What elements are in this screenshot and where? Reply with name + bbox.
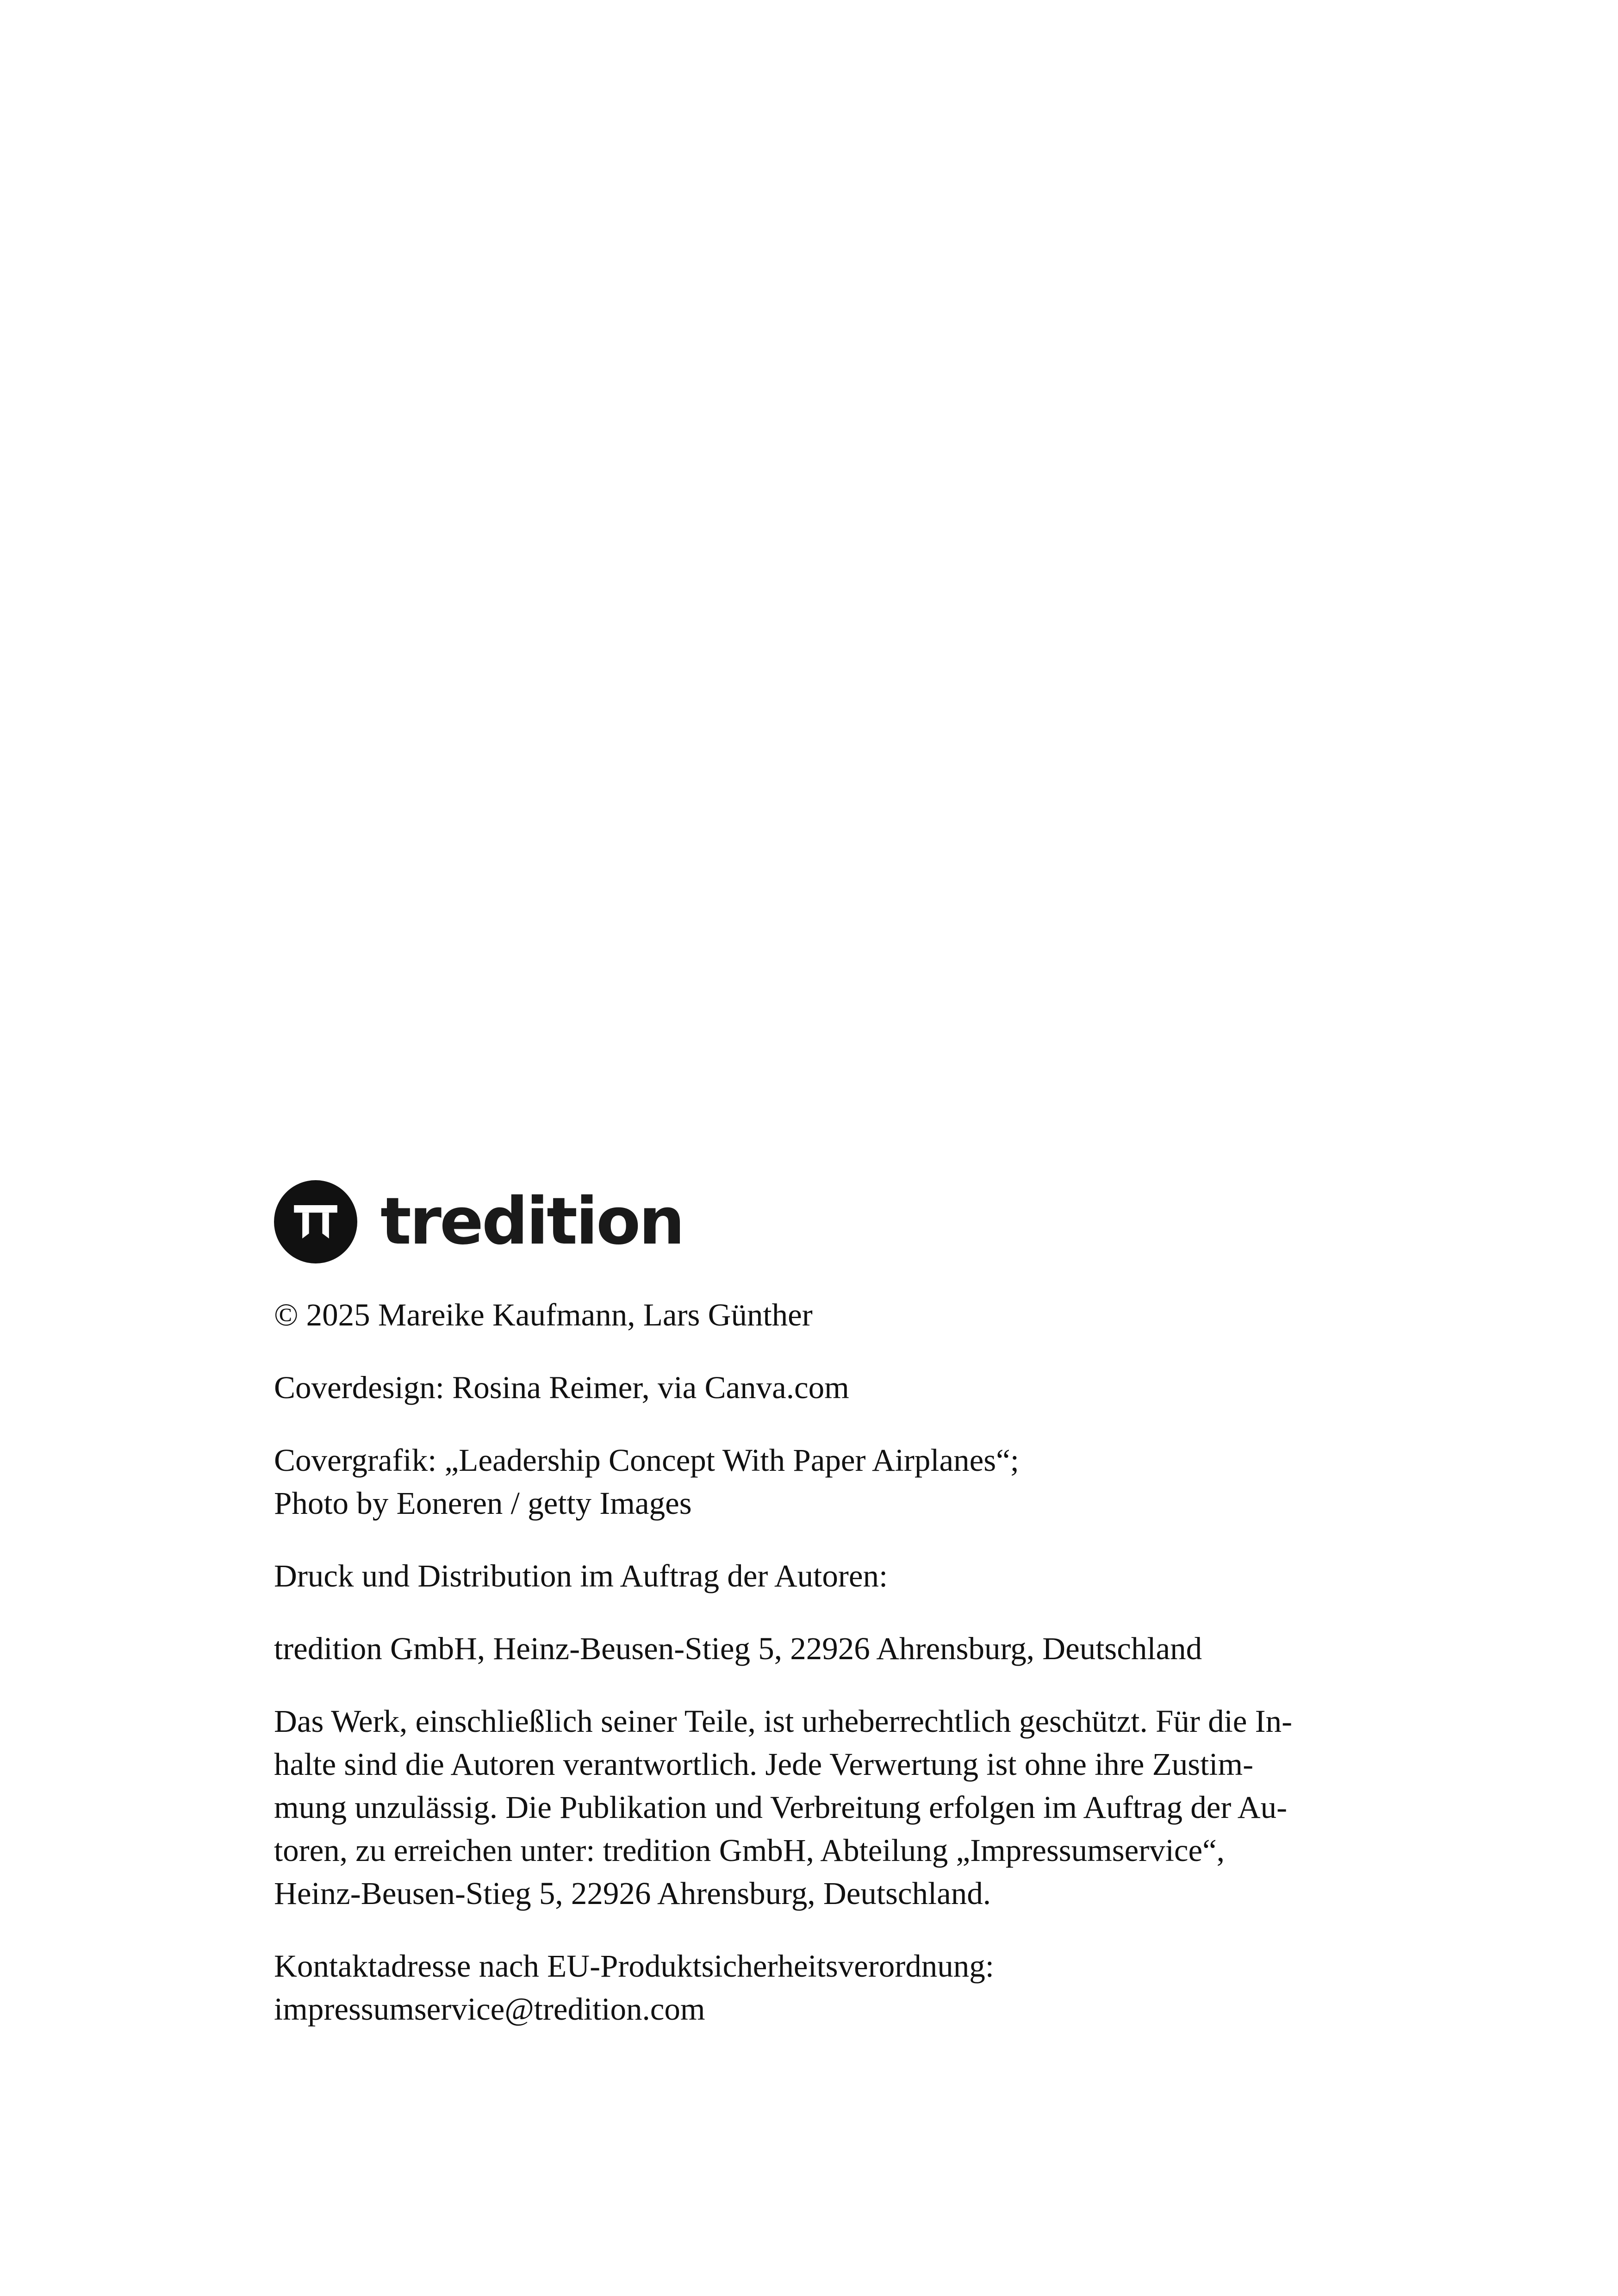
contact-address xyxy=(274,1945,1394,2031)
legal-notice-line: mung unzulässig. Die Publikation und Verbreitung erfolgen im Auftrag der Au- xyxy=(274,1790,1288,1825)
legal-notice xyxy=(274,1700,1394,1915)
legal-notice-line: Das Werk, einschließlich seiner Teile, ist urheberrechtlich geschützt. Für die In- xyxy=(274,1704,1293,1739)
contact-label: Kontaktadresse nach EU-Produktsicherheitsverordnung: xyxy=(274,1948,994,1984)
legal-notice-line: Heinz-Beusen-Stieg 5, 22926 Ahrensburg, Deutschland. xyxy=(274,1876,991,1911)
legal-notice-line: toren, zu erreichen unter: tredition GmbH, Abteilung „Impressumservice“, xyxy=(274,1833,1225,1868)
publisher-address: tredition GmbH, Heinz-Beusen-Stieg 5, 22926 Ahrensburg, Deutschland xyxy=(274,1631,1202,1666)
publisher-logo xyxy=(274,1176,1394,1268)
contact-email: impressumservice@tredition.com xyxy=(274,1991,705,2027)
cover-graphic-line: Photo by Eoneren / getty Images xyxy=(274,1486,692,1521)
cover-graphic-credit xyxy=(274,1439,1394,1525)
legal-notice-line: halte sind die Autoren verantwortlich. Jede Verwertung ist ohne ihre Zustim- xyxy=(274,1747,1254,1782)
cover-design-credit: Coverdesign: Rosina Reimer, via Canva.com xyxy=(274,1370,849,1405)
print-distribution-note: Druck und Distribution im Auftrag der Autoren: xyxy=(274,1558,888,1593)
copyright-line: © 2025 Mareike Kaufmann, Lars Günther xyxy=(274,1297,813,1332)
publisher-logo-text: tredition xyxy=(380,1184,683,1259)
cover-graphic-line: Covergrafik: „Leadership Concept With Paper Airplanes“; xyxy=(274,1443,1019,1478)
imprint-block xyxy=(274,1176,1394,2060)
tredition-logo-icon xyxy=(274,1180,357,1263)
